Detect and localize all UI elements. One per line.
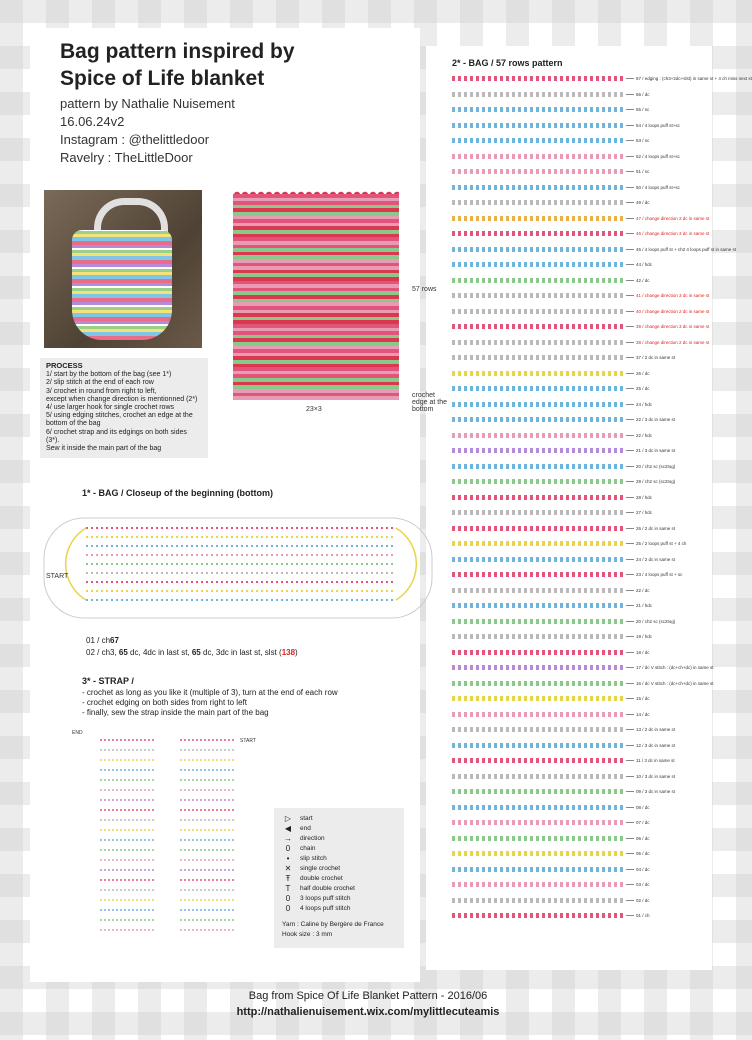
pattern-row [452, 712, 624, 717]
row-tick [626, 202, 634, 203]
legend-item [282, 854, 396, 864]
pattern-row [452, 464, 624, 469]
pattern-row [452, 557, 624, 562]
row-tick [626, 621, 634, 622]
row-tick [626, 295, 634, 296]
edge-label: crochet edge at the bottom [412, 392, 448, 413]
row-tick [626, 109, 634, 110]
pattern-row [452, 789, 624, 794]
row-label: 21 / hdc [636, 603, 653, 608]
legend-label: slip stitch [300, 855, 327, 862]
footer-url[interactable]: http://nathalienuisement.wix.com/mylittlecuteamis [236, 1006, 500, 1018]
row1-text: 01 / ch67 [86, 636, 119, 645]
row-label: 18 / dc [636, 649, 650, 655]
row-tick [626, 512, 634, 513]
section1-title: 1* - BAG / Closeup of the beginning (bottom) [82, 488, 273, 498]
row-label: 24 / hdc [636, 401, 653, 407]
pattern-row [452, 309, 624, 314]
row-label: 56 / dc [636, 91, 650, 97]
row-label: 23 / 4 loops puff st + sc [636, 572, 683, 577]
row-tick [626, 559, 634, 560]
row-tick [626, 466, 634, 467]
row-tick [626, 497, 634, 498]
pattern-row [452, 727, 624, 732]
row-label: 51 / sc [636, 169, 650, 174]
row-tick [626, 807, 634, 808]
section2-title: 2* - BAG / 57 rows pattern [452, 58, 563, 68]
legend-item [282, 814, 396, 824]
row-label: 55 / sc [636, 107, 650, 112]
row-label: 45 / 4 loops puff st + ch2 4 loops puff st in same st [636, 246, 737, 252]
legend-symbol-icon: → [284, 834, 292, 843]
row-label: 12 / 3 dc in same st [636, 742, 676, 748]
legend-label: end [300, 825, 311, 832]
pattern-row [452, 433, 624, 438]
strap-instructions [82, 688, 338, 718]
row-tick [626, 605, 634, 606]
legend-label: 3 loops puff stitch [300, 895, 351, 902]
row-label: 11 / 3 dc in same st [636, 758, 675, 763]
row-tick [626, 884, 634, 885]
row-tick [626, 714, 634, 715]
pattern-row [452, 758, 624, 763]
pattern-row [452, 898, 624, 903]
blanket-stripe [233, 396, 399, 400]
pattern-row [452, 138, 624, 143]
row-label: 16 / dc V stitch : (dc+ch+dc) in same st [636, 680, 714, 686]
strap-line: - finally, sew the strap inside the main part of the bag [82, 708, 269, 717]
row-label: 57 / edging : (ch3+2dc+slst) in same st + 4 ch miss next st [636, 76, 752, 81]
byline: pattern by Nathalie Nuisement [60, 96, 235, 111]
row-tick [626, 140, 634, 141]
row-tick [626, 311, 634, 312]
section3-title: 3* - STRAP / [82, 676, 134, 686]
process-title: PROCESS [46, 361, 83, 370]
legend-label: chain [300, 845, 316, 852]
process-step: Sew it inside the main part of the bag [46, 445, 162, 453]
pattern-row [452, 247, 624, 252]
row-label: 15 / dc [636, 696, 650, 701]
row-tick [626, 156, 634, 157]
pattern-row [452, 696, 624, 701]
row-tick [626, 776, 634, 777]
row-tick [626, 574, 634, 575]
process-steps [46, 371, 202, 453]
row-tick [626, 838, 634, 839]
legend-symbol-icon: T [285, 884, 291, 893]
row-label: 53 / sc [636, 138, 650, 143]
hook-info: Hook size : 3 mm [282, 931, 333, 938]
row-label: 19 / hdc [636, 634, 653, 639]
row-label: 21 / 3 dc in same st [636, 448, 676, 453]
legend-symbol-icon: • [286, 854, 290, 863]
row-tick [626, 171, 634, 172]
row-tick [626, 94, 634, 95]
row-tick [626, 590, 634, 591]
pattern-row [452, 634, 624, 639]
row-label: 28 / hdc [636, 494, 653, 500]
ravelry: Ravelry : TheLittleDoor [60, 150, 193, 165]
row-label: 46 / change direction 3 dc in same st [636, 231, 710, 236]
row-tick [626, 280, 634, 281]
pattern-row [452, 262, 624, 267]
pattern-row [452, 820, 624, 825]
row-tick [626, 869, 634, 870]
bag-image [72, 230, 172, 340]
row2-text: 02 / ch3, 65 dc, 4dc in last st, 65 dc, 3dc in last st, slst (138) [86, 648, 298, 657]
row-label: 20 / ch2 sc (sc2tog) [636, 463, 676, 469]
process-box [40, 358, 208, 458]
right-curve [396, 528, 416, 600]
process-step: 3/ crochet in round from right to left, [46, 387, 157, 395]
pattern-row [452, 851, 624, 856]
row-label: 08 / dc [636, 804, 650, 810]
pattern-row [452, 882, 624, 887]
row-label: 09 / 3 dc in same st [636, 789, 676, 794]
process-step: except when change direction is mentionned (2*) [46, 395, 198, 403]
row-tick [626, 791, 634, 792]
row-label: 38 / change direction 2 dc in same st [636, 339, 710, 345]
row-label: 27 / hdc [636, 510, 653, 515]
legend-symbol-icon: ▷ [284, 814, 292, 823]
pattern-row [452, 123, 624, 128]
pattern-row [452, 154, 624, 159]
pattern-row [452, 495, 624, 500]
row-label: 41 / change direction 3 dc in same st [636, 293, 710, 298]
legend [274, 808, 404, 948]
row-label: 52 / 4 loops puff st+sc [636, 153, 680, 159]
row-tick [626, 342, 634, 343]
bag-photo [44, 190, 202, 348]
row-tick [626, 218, 634, 219]
row-label: 22 / dc [636, 587, 650, 593]
row-tick [626, 264, 634, 265]
diagram-outline [44, 518, 432, 618]
legend-symbol-icon: ✕ [284, 864, 292, 873]
pattern-row [452, 107, 624, 112]
row-label: 44 / hdc [636, 262, 653, 267]
pattern-row [452, 805, 624, 810]
row-tick [626, 388, 634, 389]
row-label: 17 / dc V stitch : (dc+ch+dc) in same st [636, 665, 714, 670]
row-label: 05 / dc [636, 851, 650, 856]
row-tick [626, 373, 634, 374]
pattern-row [452, 681, 624, 686]
width-label: 23×3 [306, 406, 322, 413]
row-tick [626, 404, 634, 405]
legend-item [282, 894, 396, 904]
row-label: 26 / dc [636, 370, 650, 376]
pattern-row [452, 402, 624, 407]
legend-label: double crochet [300, 875, 343, 882]
legend-label: direction [300, 835, 325, 842]
legend-item [282, 844, 396, 854]
row-label: 01 / ch [636, 913, 650, 918]
row-tick [626, 125, 634, 126]
pattern-row [452, 216, 624, 221]
left-curve [66, 528, 86, 600]
pattern-row [452, 774, 624, 779]
row-tick [626, 698, 634, 699]
row-label: 39 / change direction 3 dc in same st [636, 324, 710, 329]
process-step: 5/ using edging stitches, crochet an edge at the [46, 412, 193, 420]
pattern-row [452, 92, 624, 97]
pattern-row [452, 371, 624, 376]
row-label: 42 / dc [636, 277, 650, 283]
pattern-row [452, 479, 624, 484]
row-label: 07 / dc [636, 820, 650, 825]
rows-label: 57 rows [412, 286, 437, 293]
page-title: Bag pattern inspired by Spice of Life blanket [60, 40, 295, 90]
row-tick [626, 481, 634, 482]
blanket-stripes [233, 194, 399, 400]
pattern-row [452, 324, 624, 329]
legend-symbol-icon: ◀ [284, 824, 292, 833]
legend-item [282, 824, 396, 834]
pattern-row [452, 913, 624, 918]
pattern-row [452, 541, 624, 546]
legend-label: half double crochet [300, 885, 355, 892]
end-label: END [72, 730, 83, 736]
row-tick [626, 667, 634, 668]
row-tick [626, 357, 634, 358]
legend-item [282, 904, 396, 914]
strap-diagram [70, 722, 280, 962]
pattern-row [452, 231, 624, 236]
legend-symbol-icon: 0 [285, 904, 291, 913]
legend-item [282, 834, 396, 844]
pattern-row [452, 572, 624, 577]
start-label: START [46, 573, 69, 580]
process-step: 2/ slip stitch at the end of each row [46, 379, 154, 387]
pattern-row [452, 417, 624, 422]
pattern-row [452, 836, 624, 841]
pattern-row [452, 278, 624, 283]
row-tick [626, 900, 634, 901]
row-label: 37 / 2 dc in same st [636, 355, 676, 360]
strap-line: - crochet edging on both sides from right to left [82, 698, 247, 707]
row-tick [626, 326, 634, 327]
row-label: 10 / 3 dc in same st [636, 773, 676, 779]
row-tick [626, 435, 634, 436]
row-label: 14 / dc [636, 711, 650, 717]
row-label: 54 / 4 loops puff st+sc [636, 122, 680, 128]
row-label: 13 / 2 dc in same st [636, 727, 676, 732]
row-tick [626, 729, 634, 730]
footer-caption: Bag from Spice Of Life Blanket Pattern - 2016/06 [248, 990, 488, 1002]
legend-symbol-icon: Ŧ [285, 874, 291, 883]
pattern-row [452, 448, 624, 453]
row-label: 29 / ch2 sc (sc2tog) [636, 479, 676, 484]
row-tick [626, 233, 634, 234]
row-tick [626, 543, 634, 544]
legend-symbol-icon: 0 [285, 844, 291, 853]
start-label: START [240, 738, 256, 744]
row-label: 20 / ch2 sc (sc2tog) [636, 618, 676, 624]
row-label: 02 / dc [636, 897, 650, 903]
row-label: 06 / dc [636, 835, 650, 841]
row-label: 26 / 2 dc in same st [636, 525, 676, 531]
legend-label: single crochet [300, 865, 341, 872]
process-step: bottom of the bag [46, 420, 101, 428]
row-tick [626, 528, 634, 529]
row-label: 03 / dc [636, 882, 650, 887]
pattern-row [452, 169, 624, 174]
pattern-row [452, 588, 624, 593]
row-label: 22 / hdc [636, 432, 653, 438]
pattern-row [452, 185, 624, 190]
row-tick [626, 249, 634, 250]
row-tick [626, 760, 634, 761]
legend-label: 4 loops puff stitch [300, 905, 351, 912]
row-label: 04 / dc [636, 866, 650, 872]
row-label: 50 / 4 loops puff st+sc [636, 184, 680, 190]
pattern-row [452, 650, 624, 655]
pattern-row [452, 355, 624, 360]
pattern-row [452, 665, 624, 670]
legend-label: start [300, 815, 313, 822]
row-tick [626, 419, 634, 420]
process-step: 6/ crochet strap and its edgings on both sides (3*). [46, 428, 187, 444]
row-label: 24 / 2 dc in same st [636, 556, 676, 562]
row-label: 47 / change direction 2 dc in same st [636, 215, 710, 221]
pattern-row [452, 619, 624, 624]
row-tick [626, 683, 634, 684]
pattern-row [452, 76, 624, 81]
legend-item [282, 874, 396, 884]
row-tick [626, 78, 634, 79]
row-tick [626, 915, 634, 916]
strap-line: - crochet as long as you like it (multiple of 3), turn at the end of each row [82, 688, 338, 697]
pattern-row [452, 510, 624, 515]
pattern-row [452, 293, 624, 298]
legend-item [282, 884, 396, 894]
row-label: 49 / dc [636, 200, 650, 205]
row-label: 40 / change direction 2 dc in same st [636, 308, 710, 314]
pattern-row [452, 526, 624, 531]
row-tick [626, 745, 634, 746]
pattern-row [452, 386, 624, 391]
row-tick [626, 853, 634, 854]
row-label: 25 / 2 loops puff st + 4 ch [636, 541, 687, 546]
row-tick [626, 636, 634, 637]
process-step: 4/ use larger hook for single crochet rows [46, 404, 175, 412]
bottom-diagram [36, 500, 440, 630]
row-label: 25 / dc [636, 386, 650, 391]
instagram: Instagram : @thelittledoor [60, 132, 210, 147]
pattern-row [452, 603, 624, 608]
row-label: 22 / 3 dc in same st [636, 417, 676, 422]
legend-symbol-icon: 0 [285, 894, 291, 903]
legend-item [282, 864, 396, 874]
process-step: 1/ start by the bottom of the bag (see 1*) [46, 371, 172, 379]
version: 16.06.24v2 [60, 114, 125, 129]
pattern-row [452, 200, 624, 205]
row-tick [626, 822, 634, 823]
row-tick [626, 652, 634, 653]
pattern-row [452, 867, 624, 872]
yarn-info: Yarn : Caline by Bergère de France [282, 921, 384, 928]
pattern-row [452, 743, 624, 748]
pattern-row [452, 340, 624, 345]
row-tick [626, 450, 634, 451]
row-tick [626, 187, 634, 188]
